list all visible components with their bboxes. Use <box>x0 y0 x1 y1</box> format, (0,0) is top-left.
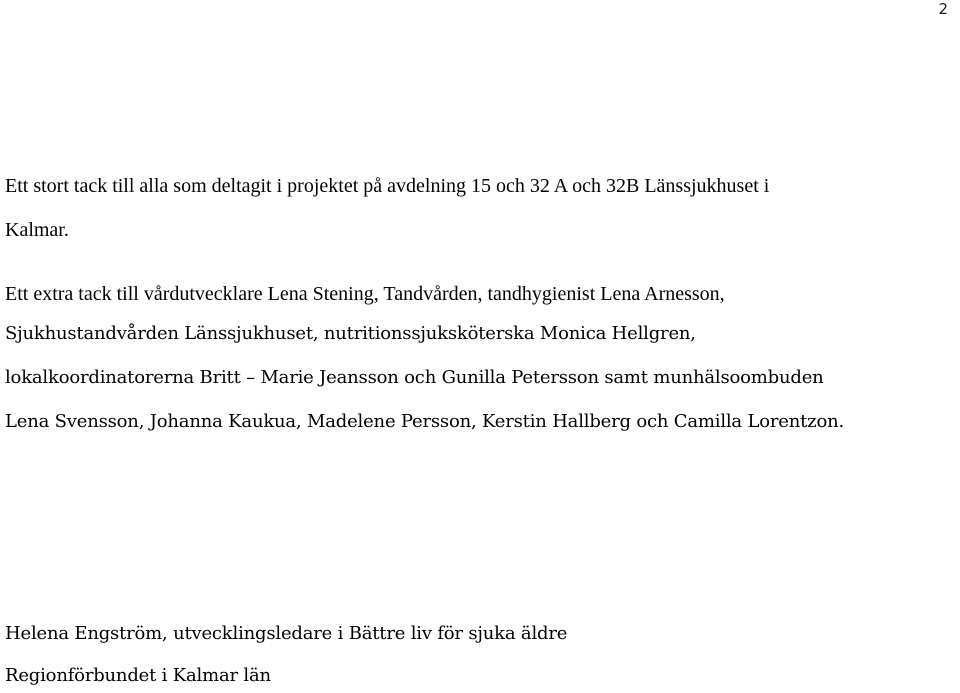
page-number: 2 <box>938 0 948 18</box>
intro-line-2: Kalmar. <box>5 219 69 241</box>
thanks-line-1: Ett extra tack till vårdutvecklare Lena Stening, Tandvården, tandhygienist Lena Arnesson, <box>5 283 725 305</box>
intro-line-1: Ett stort tack till alla som deltagit i projektet på avdelning 15 och 32 A och 32B Länssjukhuset i <box>5 175 770 197</box>
thanks-line-4: Lena Svensson, Johanna Kaukua, Madelene Persson, Kerstin Hallberg och Camilla Lorentzon. <box>5 411 844 432</box>
signature-line-1: Helena Engström, utvecklingsledare i Bättre liv för sjuka äldre <box>5 623 568 644</box>
thanks-line-3: lokalkoordinatorerna Britt – Marie Jeansson och Gunilla Petersson samt munhälsoombuden <box>5 367 824 388</box>
thanks-line-2: Sjukhustandvården Länssjukhuset, nutritionssjuksköterska Monica Hellgren, <box>5 323 696 344</box>
signature-line-2: Regionförbundet i Kalmar län <box>5 665 271 686</box>
